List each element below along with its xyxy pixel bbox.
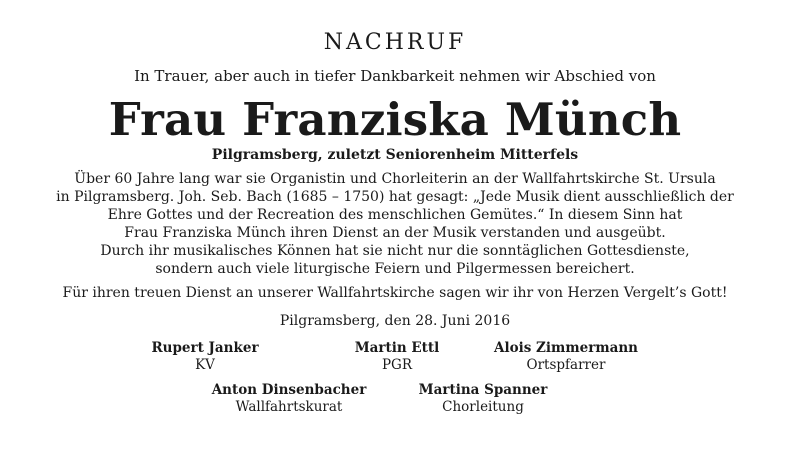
signatory-role: PGR [381, 357, 413, 373]
intro-line: In Trauer, aber auch in tiefer Dankbarkeit nehmen wir Abschied von [134, 67, 656, 85]
signatory-anton-dinsenbacher [212, 382, 367, 416]
tribute-line: Frau Franziska Münch ihren Dienst an der Musik verstanden und ausgeübt. [124, 225, 666, 241]
signatory-name: Martin Ettl [354, 340, 440, 356]
signatory-role: Wallfahrtskurat [235, 399, 343, 415]
signatory-alois-zimmermann [494, 340, 638, 374]
signatory-name: Martina Spanner [418, 382, 548, 398]
signatory-rupert-janker [151, 340, 258, 374]
signatory-name: Rupert Janker [151, 340, 259, 356]
thanks-line: Für ihren treuen Dienst an unserer Wallfahrtskirche sagen wir ihr von Herzen Vergelt’s Gott! [62, 285, 728, 301]
signatory-name: Anton Dinsenbacher [211, 382, 367, 398]
tribute-line: Über 60 Jahre lang war sie Organistin und Chorleiterin an der Wallfahrtskirche St. Ursula [74, 171, 716, 187]
tribute-line: Ehre Gottes und der Recreation des menschlichen Gemütes.“ In diesem Sinn hat [107, 207, 683, 223]
notice-heading: NACHRUF [323, 30, 467, 55]
place-and-date: Pilgramsberg, den 28. Juni 2016 [279, 313, 511, 329]
tribute-line: sondern auch viele liturgische Feiern und Pilgermessen bereichert. [155, 261, 635, 277]
deceased-name: Frau Franziska Münch [108, 93, 682, 146]
tribute-text [0, 170, 790, 278]
signatory-martin-ettl [355, 340, 440, 374]
signatory-martina-spanner [419, 382, 548, 416]
signatory-role: Ortspfarrer [526, 357, 606, 373]
tribute-line: in Pilgramsberg. Joh. Seb. Bach (1685 – 1750) hat gesagt: „Jede Musik dient ausschließlich der [56, 189, 734, 205]
signatory-name: Alois Zimmermann [494, 340, 638, 356]
tribute-line: Durch ihr musikalisches Können hat sie nicht nur die sonntäglichen Gottesdienste, [100, 243, 690, 259]
signatory-role: KV [195, 357, 215, 373]
signatory-role: Chorleitung [442, 399, 524, 415]
deceased-residence: Pilgramsberg, zuletzt Seniorenheim Mitterfels [211, 147, 579, 163]
